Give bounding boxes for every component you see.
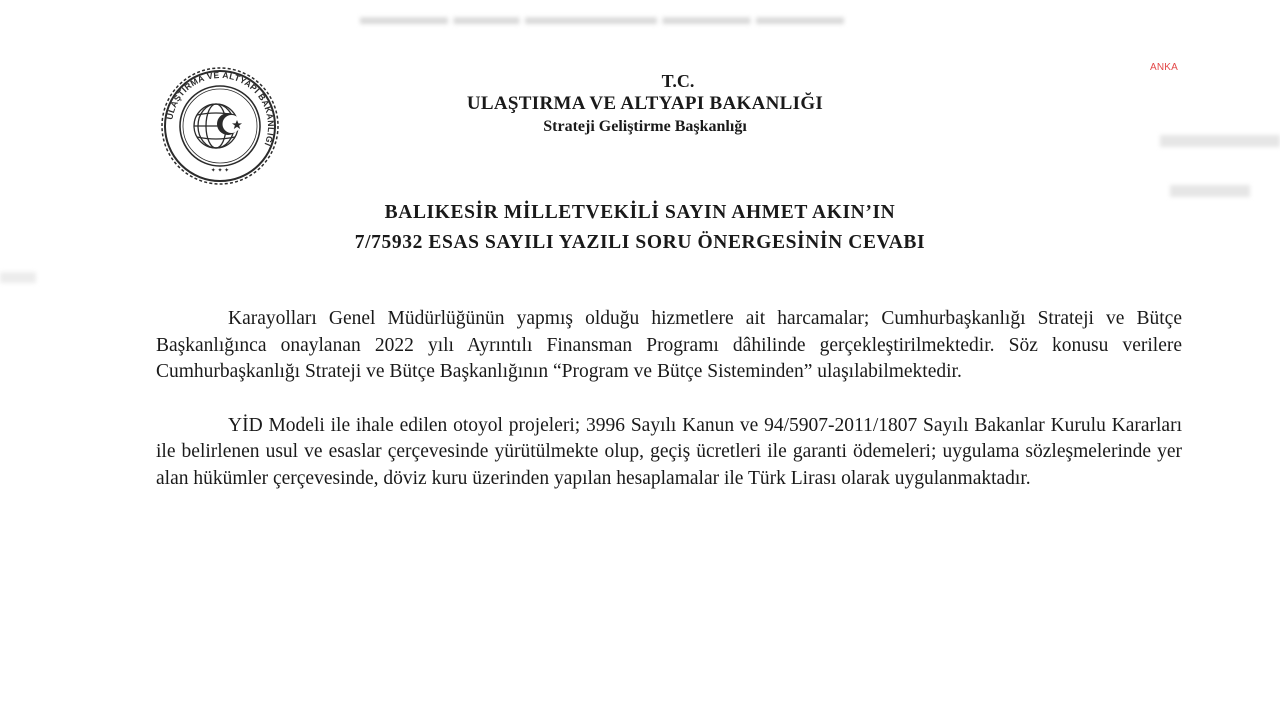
title-line-1: BALIKESİR MİLLETVEKİLİ SAYIN AHMET AKIN’IN [384,202,896,223]
header-ministry: ULAŞTIRMA VE ALTYAPI BAKANLIĞI [466,93,824,114]
document-body [156,306,1182,492]
seal-ring-text: ULAŞTIRMA VE ALTYAPI BAKANLIĞI [164,69,277,148]
paragraph-2: YİD Modeli ile ihale edilen otoyol projeleri; 3996 Sayılı Kanun ve 94/5907-2011/1807 Sayılı Bakanlar Kurulu Kararları ile belirlenen usul ve esaslar çerçevesinde yürütülmekte olup, geçiş ücretleri ile garanti ödemeleri; uygulama sözleşmelerinde yer alan hükümler çerçevesinde, döviz kuru üzerinden yapılan hesaplamalar ile Türk Lirası olarak uygulanmaktadır. [156,414,1182,489]
ministry-seal-logo [152,66,288,186]
svg-text:✦ ✦ ✦: ✦ ✦ ✦ [210,168,230,174]
document-title [200,198,1080,258]
background-show-through: ▬▬▬▬ ▬▬▬ ▬▬▬▬▬▬ ▬▬▬▬ ▬▬▬▬ ▬▬▬ ▬▬ ▬ [0,4,1280,291]
paragraph-1: Karayolları Genel Müdürlüğünün yapmış olduğu hizmetlere ait harcamalar; Cumhurbaşkanlığı Strateji ve Bütçe Başkanlığınca onaylanan 2022 yılı Ayrıntılı Finansman Programı dâhilinde gerçekleştirilmektedir. Söz konusu verilere Cumhurbaşkanlığı Strateji ve Bütçe Başkanlığının “Program ve Bütçe Sisteminden” ulaşılabilmektedir. [156,308,1182,382]
title-line-2: 7/75932 ESAS SAYILI YAZILI SORU ÖNERGESİNİN CEVABI [354,232,926,253]
letterhead [380,70,910,138]
header-department: Strateji Geliştirme Başkanlığı [543,118,747,135]
watermark: ANKA [1150,62,1179,73]
header-tc: T.C. [661,71,695,91]
